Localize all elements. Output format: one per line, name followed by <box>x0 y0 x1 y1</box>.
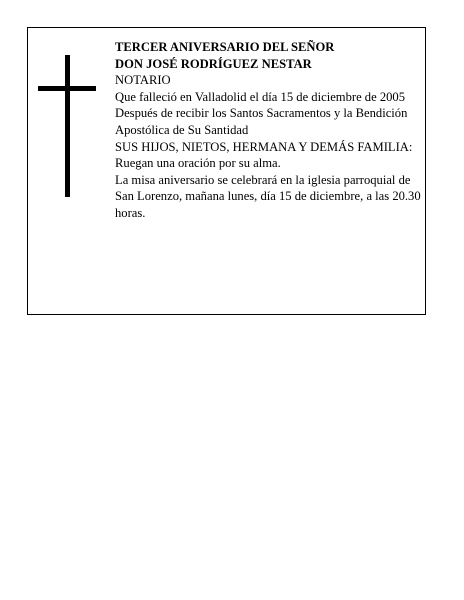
obituary-notice <box>27 27 426 315</box>
cross-horizontal-bar <box>38 86 96 91</box>
cross-icon <box>38 55 96 197</box>
cross-vertical-bar <box>65 55 70 197</box>
notice-text <box>115 39 421 222</box>
notice-profession: NOTARIO <box>115 73 171 88</box>
notice-prayer: Ruegan una oración por su alma. <box>115 156 281 171</box>
notice-sacraments: Después de recibir los Santos Sacramentos y la Bendición Apostólica de Su Santidad <box>115 106 408 137</box>
notice-family: SUS HIJOS, NIETOS, HERMANA Y DEMÁS FAMILIA: <box>115 139 413 154</box>
notice-death-info: Que falleció en Valladolid el día 15 de diciembre de 2005 <box>115 89 406 104</box>
notice-title-line-2: DON JOSÉ RODRÍGUEZ NESTAR <box>115 56 312 71</box>
notice-title-line-1: TERCER ANIVERSARIO DEL SEÑOR <box>115 40 335 54</box>
notice-mass: La misa aniversario se celebrará en la iglesia parroquial de San Lorenzo, mañana lunes, día 15 de diciembre, a las 20.30 horas. <box>115 172 421 220</box>
